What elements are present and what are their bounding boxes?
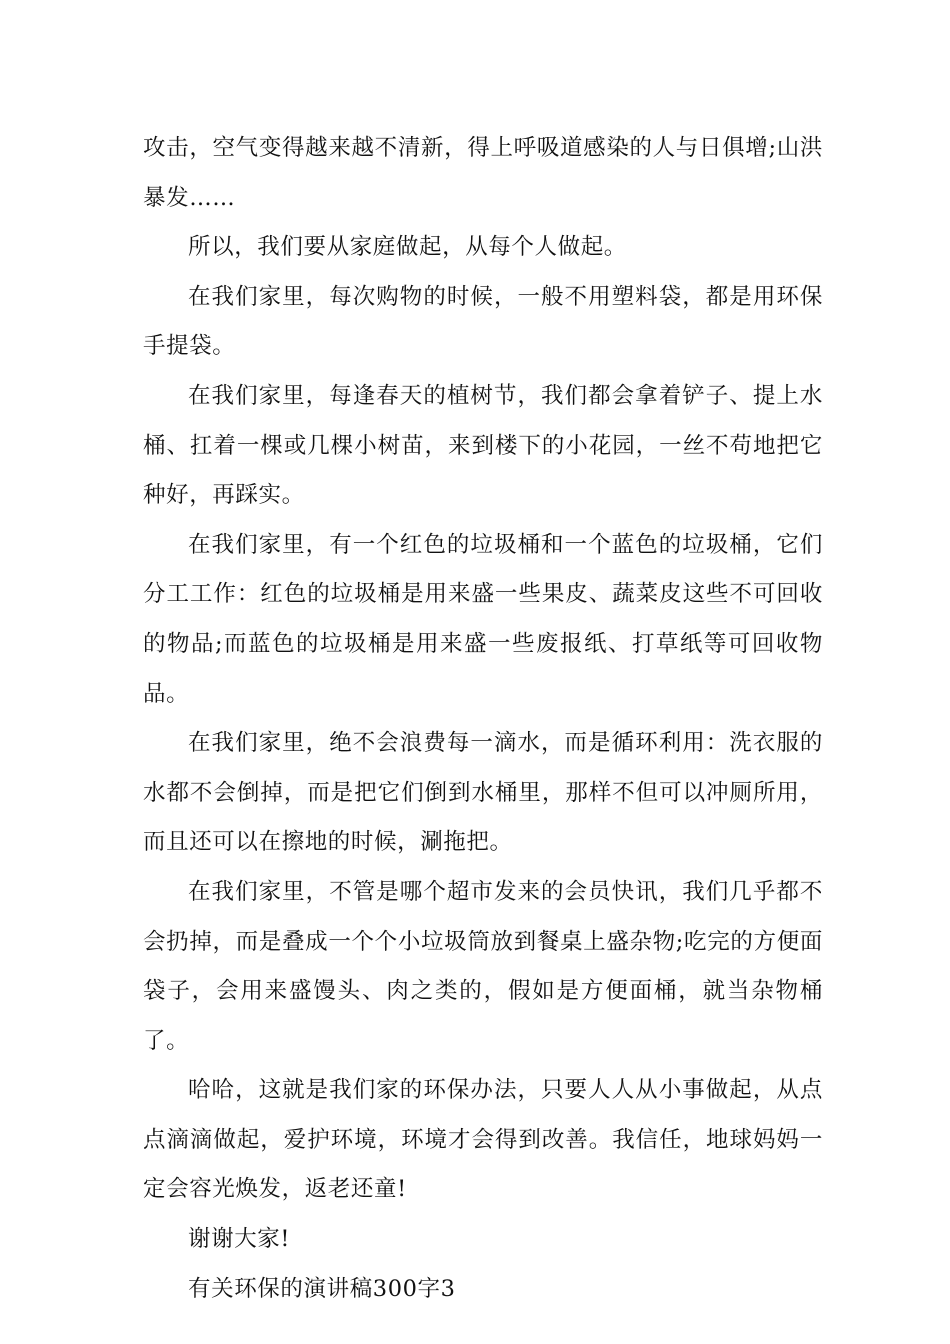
paragraph-conclusion: 哈哈，这就是我们家的环保办法，只要人人从小事做起，从点点滴滴做起，爱护环境，环境才会得到改善。我信任，地球妈妈一定会容光焕发，返老还童!	[143, 1077, 823, 1203]
paragraph-shopping-bags: 在我们家里，每次购物的时候，一般不用塑料袋，都是用环保手提袋。	[143, 283, 823, 360]
paragraph-trash-bins: 在我们家里，有一个红色的垃圾桶和一个蓝色的垃圾桶，它们分工工作：红色的垃圾桶是用来盛一些果皮、蔬菜皮这些不可回收的物品;而蓝色的垃圾桶是用来盛一些废报纸、打草纸等可回收物品。	[143, 531, 823, 707]
paragraph-thanks: 谢谢大家!	[188, 1226, 291, 1253]
document-body	[143, 124, 823, 1314]
section-heading: 有关环保的演讲稿300字3	[188, 1275, 456, 1302]
paragraph-reuse-flyers: 在我们家里，不管是哪个超市发来的会员快讯，我们几乎都不会扔掉，而是叠成一个个小垃圾筒放到餐桌上盛杂物;吃完的方便面袋子，会用来盛馒头、肉之类的，假如是方便面桶，就当杂物桶了。	[143, 878, 823, 1054]
paragraph-continuation: 攻击，空气变得越来越不清新，得上呼吸道感染的人与日俱增;山洪暴发……	[143, 135, 823, 211]
paragraph-start-from-home: 所以，我们要从家庭做起，从每个人做起。	[188, 234, 627, 261]
paragraph-water-saving: 在我们家里，绝不会浪费每一滴水，而是循环利用：洗衣服的水都不会倒掉，而是把它们倒到水桶里，那样不但可以冲厕所用，而且还可以在擦地的时候，涮拖把。	[143, 730, 823, 856]
paragraph-tree-planting: 在我们家里，每逢春天的植树节，我们都会拿着铲子、提上水桶、扛着一棵或几棵小树苗，来到楼下的小花园，一丝不苟地把它种好，再踩实。	[143, 382, 823, 509]
